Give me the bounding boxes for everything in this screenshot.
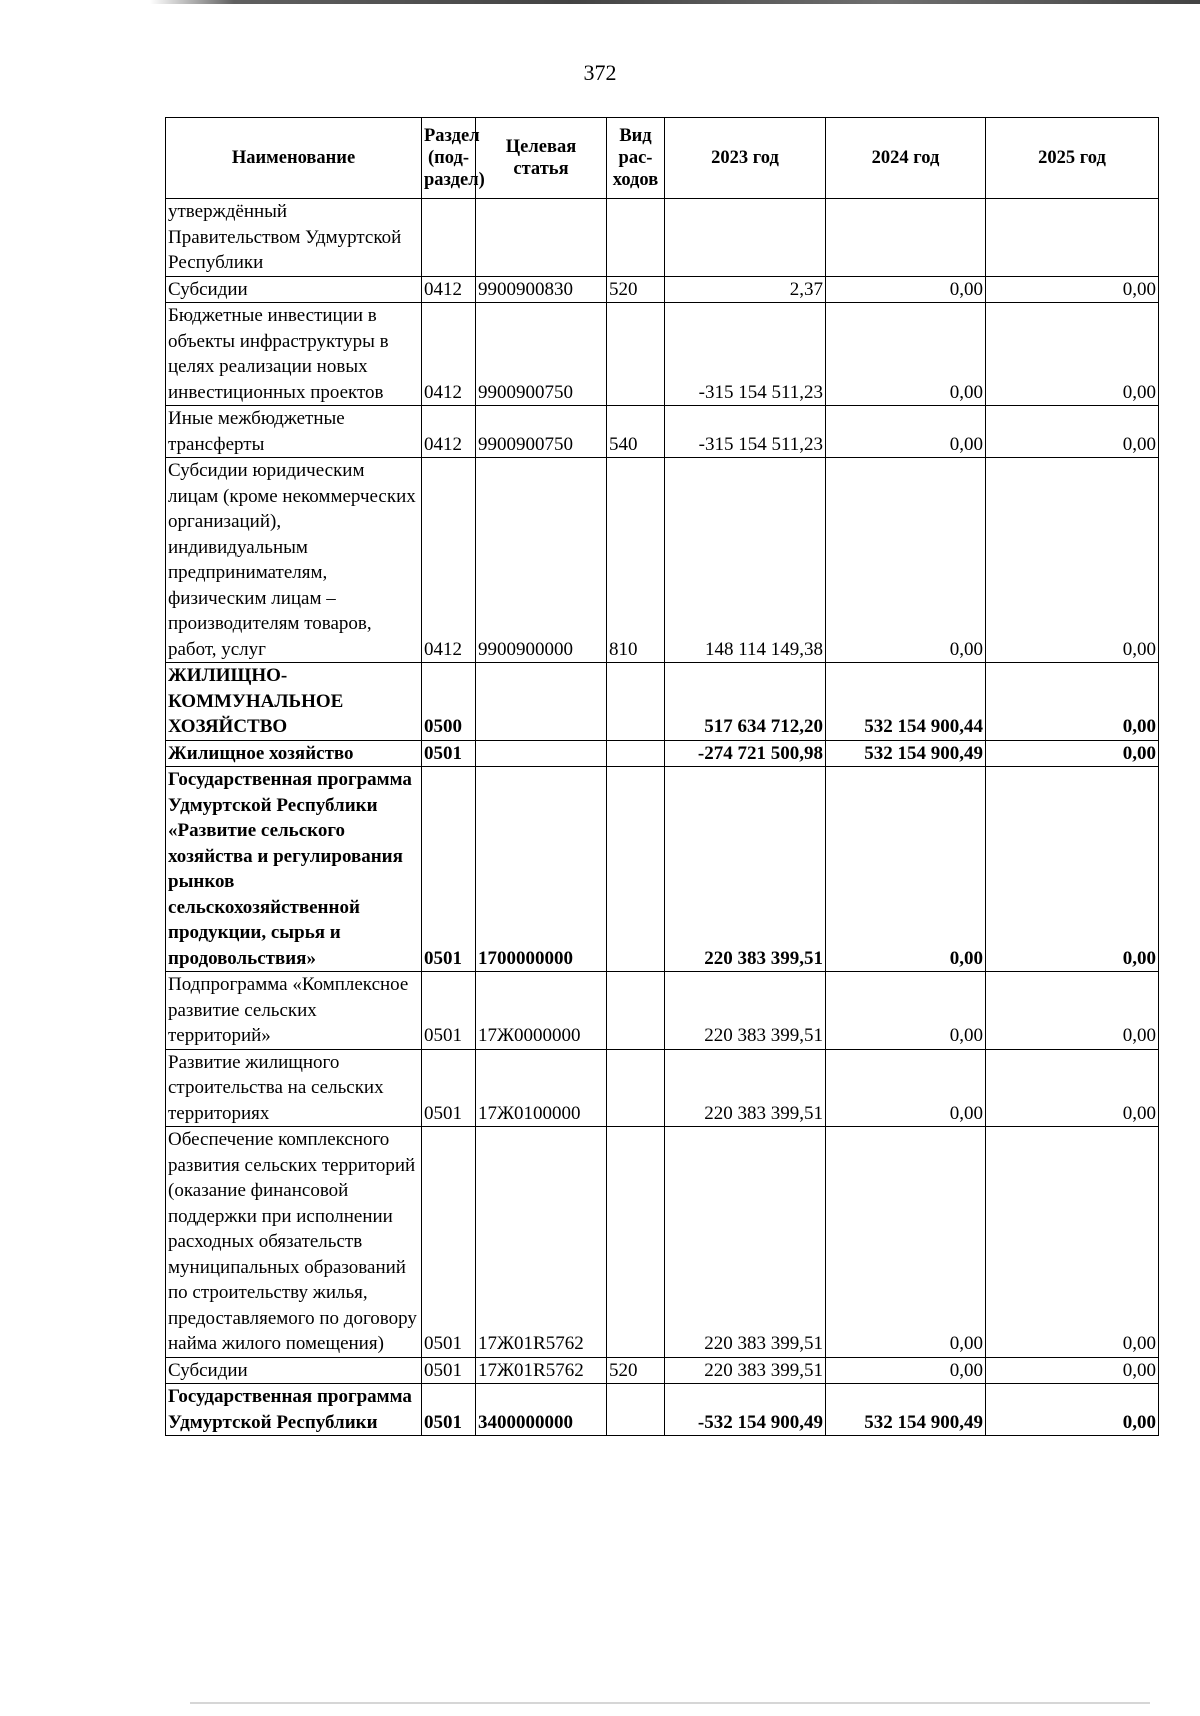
header-expense-type: Вид рас-ходов bbox=[607, 118, 665, 199]
row-2025: 0,00 bbox=[986, 663, 1159, 741]
row-section bbox=[422, 199, 476, 277]
page-number: 372 bbox=[583, 60, 617, 85]
row-target bbox=[476, 199, 607, 277]
row-2025: 0,00 bbox=[986, 767, 1159, 972]
row-2024: 0,00 bbox=[826, 1357, 986, 1384]
row-target: 1700000000 bbox=[476, 767, 607, 972]
row-expense-type bbox=[607, 199, 665, 277]
row-2025: 0,00 bbox=[986, 740, 1159, 767]
row-2024: 0,00 bbox=[826, 972, 986, 1050]
row-2024: 0,00 bbox=[826, 458, 986, 663]
row-section: 0501 bbox=[422, 1049, 476, 1127]
header-name: Наименование bbox=[166, 118, 422, 199]
row-section: 0412 bbox=[422, 303, 476, 406]
row-expense-type bbox=[607, 1127, 665, 1358]
row-2025: 0,00 bbox=[986, 458, 1159, 663]
row-2023 bbox=[665, 199, 826, 277]
row-name: Государственная программа Удмуртской Республики «Развитие сельского хозяйства и регулирования рынков сельскохозяйственной продукции, сырья и продовольствия» bbox=[166, 767, 422, 972]
row-expense-type: 540 bbox=[607, 406, 665, 458]
row-2024 bbox=[826, 199, 986, 277]
scan-top-edge bbox=[150, 0, 1200, 4]
row-2023: 517 634 712,20 bbox=[665, 663, 826, 741]
header-section: Раздел (под-раздел) bbox=[422, 118, 476, 199]
header-2025: 2025 год bbox=[986, 118, 1159, 199]
row-2024: 532 154 900,49 bbox=[826, 740, 986, 767]
row-expense-type bbox=[607, 303, 665, 406]
row-target: 9900900750 bbox=[476, 303, 607, 406]
row-target: 17Ж01R5762 bbox=[476, 1357, 607, 1384]
row-2025 bbox=[986, 199, 1159, 277]
row-target: 9900900000 bbox=[476, 458, 607, 663]
row-target: 17Ж01R5762 bbox=[476, 1127, 607, 1358]
row-expense-type bbox=[607, 972, 665, 1050]
row-section: 0501 bbox=[422, 1127, 476, 1358]
budget-table bbox=[165, 117, 1159, 1436]
row-name: Субсидии bbox=[166, 1357, 422, 1384]
row-section: 0412 bbox=[422, 276, 476, 303]
row-2025: 0,00 bbox=[986, 1357, 1159, 1384]
row-section: 0501 bbox=[422, 767, 476, 972]
row-expense-type: 520 bbox=[607, 1357, 665, 1384]
table-row bbox=[166, 767, 1159, 972]
header-2024: 2024 год bbox=[826, 118, 986, 199]
row-section: 0501 bbox=[422, 972, 476, 1050]
row-target: 3400000000 bbox=[476, 1384, 607, 1436]
row-2025: 0,00 bbox=[986, 1127, 1159, 1358]
row-name: Подпрограмма «Комплексное развитие сельских территорий» bbox=[166, 972, 422, 1050]
row-2024: 0,00 bbox=[826, 303, 986, 406]
row-2024: 0,00 bbox=[826, 406, 986, 458]
row-2025: 0,00 bbox=[986, 406, 1159, 458]
row-section: 0501 bbox=[422, 1357, 476, 1384]
row-2023: 2,37 bbox=[665, 276, 826, 303]
row-2023: 220 383 399,51 bbox=[665, 767, 826, 972]
row-section: 0501 bbox=[422, 740, 476, 767]
row-2024: 532 154 900,44 bbox=[826, 663, 986, 741]
row-target: 17Ж0100000 bbox=[476, 1049, 607, 1127]
row-2023: 220 383 399,51 bbox=[665, 972, 826, 1050]
row-2024: 0,00 bbox=[826, 1049, 986, 1127]
row-name: Развитие жилищного строительства на сельских территориях bbox=[166, 1049, 422, 1127]
row-target bbox=[476, 663, 607, 741]
table-row bbox=[166, 199, 1159, 277]
table-row bbox=[166, 303, 1159, 406]
row-expense-type bbox=[607, 767, 665, 972]
table-row bbox=[166, 1127, 1159, 1358]
row-2023: 148 114 149,38 bbox=[665, 458, 826, 663]
row-name: утверждённый Правительством Удмуртской Республики bbox=[166, 199, 422, 277]
row-target: 9900900830 bbox=[476, 276, 607, 303]
header-2023: 2023 год bbox=[665, 118, 826, 199]
row-name: ЖИЛИЩНО-КОММУНАЛЬНОЕ ХОЗЯЙСТВО bbox=[166, 663, 422, 741]
row-2024: 0,00 bbox=[826, 276, 986, 303]
row-2025: 0,00 bbox=[986, 303, 1159, 406]
row-2023: -315 154 511,23 bbox=[665, 303, 826, 406]
row-2025: 0,00 bbox=[986, 1384, 1159, 1436]
row-target: 17Ж0000000 bbox=[476, 972, 607, 1050]
table-row bbox=[166, 406, 1159, 458]
row-expense-type bbox=[607, 740, 665, 767]
row-name: Субсидии bbox=[166, 276, 422, 303]
row-expense-type bbox=[607, 663, 665, 741]
row-2023: -274 721 500,98 bbox=[665, 740, 826, 767]
header-target: Целевая статья bbox=[476, 118, 607, 199]
row-2024: 0,00 bbox=[826, 1127, 986, 1358]
row-target bbox=[476, 740, 607, 767]
row-name: Жилищное хозяйство bbox=[166, 740, 422, 767]
row-2023: 220 383 399,51 bbox=[665, 1127, 826, 1358]
row-2023: 220 383 399,51 bbox=[665, 1049, 826, 1127]
row-2024: 0,00 bbox=[826, 767, 986, 972]
table-row bbox=[166, 972, 1159, 1050]
row-section: 0412 bbox=[422, 406, 476, 458]
row-2024: 532 154 900,49 bbox=[826, 1384, 986, 1436]
table-row bbox=[166, 1384, 1159, 1436]
row-name: Обеспечение комплексного развития сельских территорий (оказание финансовой поддержки при исполнении расходных обязательств муниципальных образований по строительству жилья, предоставляемого по договору найма жилого помещения) bbox=[166, 1127, 422, 1358]
table-row bbox=[166, 663, 1159, 741]
row-name: Иные межбюджетные трансферты bbox=[166, 406, 422, 458]
row-expense-type: 520 bbox=[607, 276, 665, 303]
table-row bbox=[166, 276, 1159, 303]
table-row bbox=[166, 1049, 1159, 1127]
row-section: 0501 bbox=[422, 1384, 476, 1436]
row-expense-type bbox=[607, 1049, 665, 1127]
row-2025: 0,00 bbox=[986, 972, 1159, 1050]
row-name: Субсидии юридическим лицам (кроме некоммерческих организаций), индивидуальным предпринимателям, физическим лицам – производителям товаров, работ, услуг bbox=[166, 458, 422, 663]
scan-bottom-edge bbox=[190, 1702, 1150, 1704]
row-2023: -315 154 511,23 bbox=[665, 406, 826, 458]
row-section: 0412 bbox=[422, 458, 476, 663]
row-name: Бюджетные инвестиции в объекты инфраструктуры в целях реализации новых инвестиционных проектов bbox=[166, 303, 422, 406]
row-expense-type: 810 bbox=[607, 458, 665, 663]
row-name: Государственная программа Удмуртской Республики bbox=[166, 1384, 422, 1436]
table-row bbox=[166, 458, 1159, 663]
row-target: 9900900750 bbox=[476, 406, 607, 458]
row-section: 0500 bbox=[422, 663, 476, 741]
row-2023: 220 383 399,51 bbox=[665, 1357, 826, 1384]
table-row bbox=[166, 1357, 1159, 1384]
row-expense-type bbox=[607, 1384, 665, 1436]
row-2025: 0,00 bbox=[986, 276, 1159, 303]
table-header-row bbox=[166, 118, 1159, 199]
table-row bbox=[166, 740, 1159, 767]
row-2025: 0,00 bbox=[986, 1049, 1159, 1127]
row-2023: -532 154 900,49 bbox=[665, 1384, 826, 1436]
